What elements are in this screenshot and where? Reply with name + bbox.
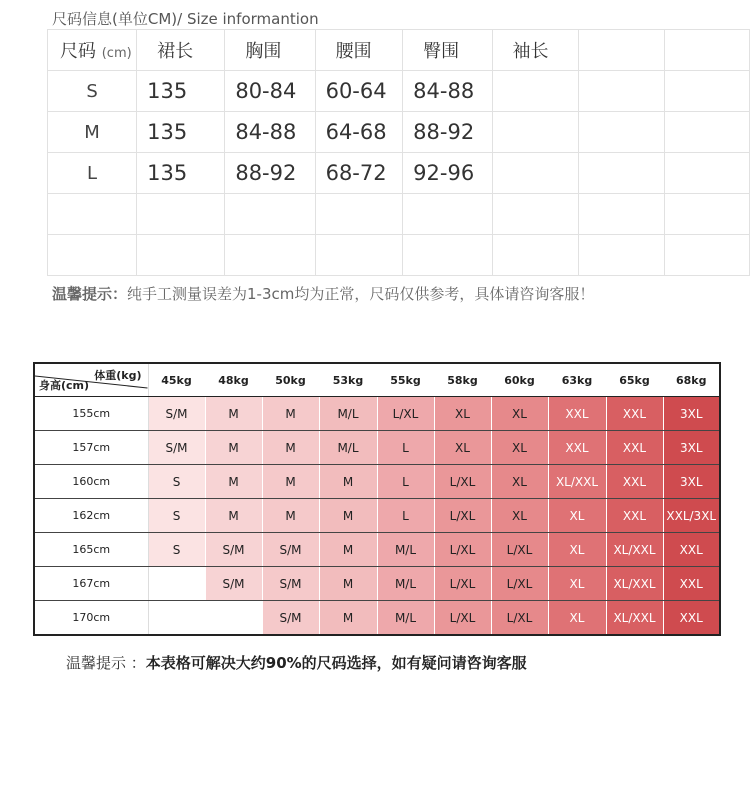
size-cell: S bbox=[48, 71, 137, 112]
hip-cell: 84-88 bbox=[403, 71, 492, 112]
empty-cell bbox=[578, 30, 665, 71]
size-cell: M bbox=[262, 397, 319, 431]
size-cell: M bbox=[262, 465, 319, 499]
size-cell: M bbox=[205, 499, 262, 533]
size-info-title: 尺码信息(单位CM)/ Size informantion bbox=[52, 10, 319, 28]
chart-tip-label: 温馨提示 ： bbox=[66, 654, 146, 672]
corner-cell bbox=[34, 363, 148, 397]
empty-cell bbox=[578, 112, 665, 153]
size-cell: M bbox=[262, 431, 319, 465]
measurement-tip bbox=[52, 283, 594, 304]
header-size: 尺码 (cm) bbox=[48, 30, 137, 71]
size-cell: S bbox=[148, 533, 205, 567]
size-cell: L/XL bbox=[434, 567, 491, 601]
header-waist: 腰围 bbox=[315, 30, 403, 71]
height-label: 157cm bbox=[34, 431, 148, 465]
empty-cell bbox=[578, 153, 665, 194]
bust-cell: 80-84 bbox=[225, 71, 315, 112]
size-cell: XL bbox=[491, 465, 548, 499]
size-cell: M bbox=[319, 533, 377, 567]
weight-header: 55kg bbox=[377, 363, 434, 397]
size-cell: S bbox=[148, 465, 205, 499]
size-info-row bbox=[48, 71, 750, 112]
size-cell: XXL bbox=[548, 431, 606, 465]
size-cell: S/M bbox=[148, 431, 205, 465]
waist-cell: 64-68 bbox=[315, 112, 403, 153]
size-cell: XL/XXL bbox=[606, 533, 663, 567]
size-cell: M bbox=[319, 567, 377, 601]
size-chart-row bbox=[34, 567, 720, 601]
size-cell: XXL bbox=[663, 533, 720, 567]
size-cell: L/XL bbox=[491, 567, 548, 601]
size-cell: S/M bbox=[262, 601, 319, 636]
size-cell: XXL bbox=[663, 567, 720, 601]
size-chart-row bbox=[34, 533, 720, 567]
hip-cell: 92-96 bbox=[403, 153, 492, 194]
empty-cell bbox=[665, 112, 750, 153]
length-cell: 135 bbox=[137, 112, 225, 153]
waist-cell: 60-64 bbox=[315, 71, 403, 112]
size-cell: S/M bbox=[148, 397, 205, 431]
size-cell: L bbox=[377, 431, 434, 465]
size-cell: L bbox=[48, 153, 137, 194]
size-cell: XXL bbox=[606, 431, 663, 465]
weight-header: 68kg bbox=[663, 363, 720, 397]
length-cell: 135 bbox=[137, 71, 225, 112]
weight-header: 63kg bbox=[548, 363, 606, 397]
waist-cell: 68-72 bbox=[315, 153, 403, 194]
header-sleeve: 袖长 bbox=[492, 30, 578, 71]
size-chart-row bbox=[34, 465, 720, 499]
size-cell: XXL bbox=[606, 397, 663, 431]
size-cell: XXL bbox=[606, 465, 663, 499]
size-cell: XL/XXL bbox=[606, 601, 663, 636]
size-info-row bbox=[48, 153, 750, 194]
size-cell: XL bbox=[491, 499, 548, 533]
weight-header-row bbox=[34, 363, 720, 397]
height-label: 155cm bbox=[34, 397, 148, 431]
corner-weight-label: 体重(kg) bbox=[94, 369, 142, 382]
size-chart-row bbox=[34, 397, 720, 431]
size-cell: M bbox=[319, 499, 377, 533]
size-cell: L/XL bbox=[491, 533, 548, 567]
size-cell: M bbox=[205, 465, 262, 499]
bust-cell: 88-92 bbox=[225, 153, 315, 194]
size-cell: L bbox=[377, 499, 434, 533]
size-info-table bbox=[47, 29, 750, 276]
height-label: 167cm bbox=[34, 567, 148, 601]
weight-header: 45kg bbox=[148, 363, 205, 397]
hip-cell: 88-92 bbox=[403, 112, 492, 153]
tip-label: 温馨提示： bbox=[52, 285, 128, 303]
weight-header: 48kg bbox=[205, 363, 262, 397]
sleeve-cell bbox=[492, 112, 578, 153]
header-length: 裙长 bbox=[137, 30, 225, 71]
empty-cell bbox=[665, 30, 750, 71]
corner-height-label: 身高(cm) bbox=[39, 379, 90, 392]
size-cell: M bbox=[205, 397, 262, 431]
header-bust: 胸围 bbox=[225, 30, 315, 71]
size-info-empty-row bbox=[48, 194, 750, 235]
size-cell: S bbox=[148, 499, 205, 533]
size-cell: XXL/3XL bbox=[663, 499, 720, 533]
empty-cell bbox=[578, 71, 665, 112]
size-cell: XL/XXL bbox=[548, 465, 606, 499]
size-cell: XXL bbox=[663, 601, 720, 636]
sleeve-cell bbox=[492, 153, 578, 194]
size-cell: 3XL bbox=[663, 431, 720, 465]
size-cell: M/L bbox=[377, 567, 434, 601]
size-cell bbox=[205, 601, 262, 636]
size-cell: XL bbox=[491, 397, 548, 431]
size-cell: M bbox=[319, 601, 377, 636]
size-cell: M bbox=[319, 465, 377, 499]
size-cell: XL bbox=[434, 397, 491, 431]
size-cell: L/XL bbox=[434, 533, 491, 567]
size-cell: XL/XXL bbox=[606, 567, 663, 601]
size-cell: XXL bbox=[606, 499, 663, 533]
size-cell: 3XL bbox=[663, 397, 720, 431]
tip-text: 纯手工测量误差为1-3cm均为正常，尺码仅供参考，具体请咨询客服！ bbox=[127, 285, 595, 303]
size-cell: S/M bbox=[262, 567, 319, 601]
size-cell: M/L bbox=[319, 397, 377, 431]
weight-header: 53kg bbox=[319, 363, 377, 397]
weight-header: 58kg bbox=[434, 363, 491, 397]
size-cell: 3XL bbox=[663, 465, 720, 499]
size-chart-row bbox=[34, 431, 720, 465]
size-info-header-row bbox=[48, 30, 750, 71]
length-cell: 135 bbox=[137, 153, 225, 194]
header-hip: 臀围 bbox=[403, 30, 492, 71]
size-info-row bbox=[48, 112, 750, 153]
weight-header: 60kg bbox=[491, 363, 548, 397]
size-cell: M/L bbox=[377, 601, 434, 636]
size-chart-row bbox=[34, 601, 720, 636]
size-cell: L bbox=[377, 465, 434, 499]
height-label: 165cm bbox=[34, 533, 148, 567]
bust-cell: 84-88 bbox=[225, 112, 315, 153]
size-cell: L/XL bbox=[491, 601, 548, 636]
weight-header: 50kg bbox=[262, 363, 319, 397]
size-cell: XXL bbox=[548, 397, 606, 431]
height-label: 162cm bbox=[34, 499, 148, 533]
empty-cell bbox=[665, 153, 750, 194]
size-cell: XL bbox=[548, 499, 606, 533]
size-cell: M/L bbox=[377, 533, 434, 567]
size-cell: M bbox=[205, 431, 262, 465]
size-cell: L/XL bbox=[377, 397, 434, 431]
size-cell: M/L bbox=[319, 431, 377, 465]
size-chart-table bbox=[33, 362, 721, 636]
size-cell: XL bbox=[548, 533, 606, 567]
weight-header: 65kg bbox=[606, 363, 663, 397]
size-cell: L/XL bbox=[434, 499, 491, 533]
chart-tip-text: 本表格可解决大约90%的尺码选择，如有疑问请咨询客服 bbox=[145, 654, 527, 672]
size-cell: S/M bbox=[205, 567, 262, 601]
height-label: 170cm bbox=[34, 601, 148, 636]
size-cell bbox=[148, 601, 205, 636]
size-info-empty-row bbox=[48, 235, 750, 276]
size-cell: M bbox=[262, 499, 319, 533]
size-cell: L/XL bbox=[434, 465, 491, 499]
sleeve-cell bbox=[492, 71, 578, 112]
size-cell: L/XL bbox=[434, 601, 491, 636]
size-cell: M bbox=[48, 112, 137, 153]
size-cell: S/M bbox=[205, 533, 262, 567]
size-cell: XL bbox=[434, 431, 491, 465]
empty-cell bbox=[665, 71, 750, 112]
size-cell: S/M bbox=[262, 533, 319, 567]
height-label: 160cm bbox=[34, 465, 148, 499]
size-cell: XL bbox=[548, 601, 606, 636]
size-chart-row bbox=[34, 499, 720, 533]
size-cell bbox=[148, 567, 205, 601]
size-cell: XL bbox=[548, 567, 606, 601]
chart-tip bbox=[66, 652, 527, 673]
size-cell: XL bbox=[491, 431, 548, 465]
